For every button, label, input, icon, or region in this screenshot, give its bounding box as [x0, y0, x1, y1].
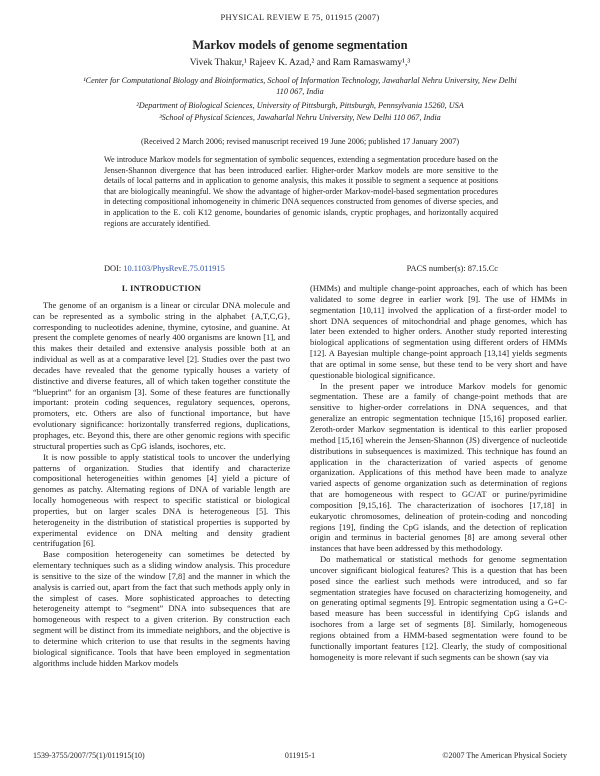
journal-header: PHYSICAL REVIEW E 75, 011915 (2007) — [220, 12, 380, 22]
author-list: Vivek Thakur,¹ Rajeev K. Azad,² and Ram Ramaswamy¹,³ — [189, 58, 411, 68]
paper-title: Markov models of genome segmentation — [192, 38, 408, 52]
pacs-numbers: PACS number(s): 87.15.Cc — [406, 264, 498, 273]
footer-copyright: ©2007 The American Physical Society — [442, 751, 567, 760]
paragraph: Do mathematical or statistical methods for genome segmentation uncover significant biological features? This is a question that has been posed since the earliest such methods were introduced, and so far segmentation strategies have focused on characterizing homogeneity, and on generating optimal segments [9]. Entropic segmentation using a G+C-based measure has been successful in identifying CpG islands and isochores from a large set of segments [8]. Similarly, homogeneous regions obtained from a HMM-based segmentation were found to be functionally important features [12]. Clearly, the study of compositional homogeneity is more relevant if such segments can be shown (say via — [310, 554, 567, 662]
paragraph: (HMMs) and multiple change-point approaches, each of which has been validated to some degree in earlier work [9]. The use of HMMs in segmentation [10,11] involved the application of a first-order model to short DNA sequences of mitochondrial and phage genomes, which has later been extended to higher orders. Another study reported interesting biological applications of segmentation using different orders of HMMs [12]. A Bayesian multiple change-point approach [13,14] yields segments that are optimal in some sense, but these tend to be very short and have questionable biological significance. — [310, 283, 567, 380]
section-heading: I. INTRODUCTION — [121, 283, 202, 293]
left-column — [33, 283, 290, 669]
doi-row — [104, 264, 498, 273]
affiliation-1: ¹Center for Computational Biology and Bioinformatics, School of Information Technology, Jawaharlal Nehru University, New Delhi 110 067, India — [83, 76, 517, 96]
footer-page-number: 011915-1 — [284, 751, 316, 760]
doi-link[interactable]: 10.1103/PhysRevE.75.011915 — [123, 264, 225, 273]
paragraph: Base composition heterogeneity can sometimes be detected by elementary techniques such as a sliding window analysis. This procedure is sensitive to the size of the window [7,8] and the manner in which the analysis is carried out, apart from the fact that such methods apply only in the simplest of cases. More sophisticated approaches to detecting heterogeneity attempt to “segment” DNA into subsequences that are homogeneous with respect to a given criterion. By construction each segment will be distinct from its immediate neighbors, and the objective is to determine which criterion to use that results in the segments having biological significance. Tools that have been employed in segmentation algorithms include hidden Markov models — [33, 549, 290, 668]
received-dates: (Received 2 March 2006; revised manuscript received 19 June 2006; published 17 January 2007) — [140, 137, 460, 146]
footer-issn: 1539-3755/2007/75(1)/011915(10) — [33, 751, 145, 760]
right-column — [310, 283, 567, 663]
paragraph: It is now possible to apply statistical tools to uncover the underlying patterns of organization. Studies that identify and characterize compositional heterogeneities within genomes [4] yield a picture of genomes as patchy. Alternating regions of DNA of variable length are locally homogeneous with respect to specific statistical or biological properties, but on larger scales DNA is heterogeneous [5]. This heterogeneity in the distribution of statistical properties is supported by experimental evidence on DNA melting and density gradient centrifugation [6]. — [33, 451, 290, 549]
affiliation-3: ³School of Physical Sciences, Jawaharlal Nehru University, New Delhi 110 067, India — [159, 113, 441, 122]
affiliation-2: ²Department of Biological Sciences, University of Pittsburgh, Pittsburgh, Pennsylvania 15260, USA — [136, 101, 464, 110]
paragraph: In the present paper we introduce Markov models for genomic segmentation. These are a family of change-point methods that are sensitive to higher-order correlations in DNA sequences, and that generalize an entropic segmentation technique [15,16] proposed earlier. Zeroth-order Markov segmentation is identical to this earlier proposed method [15,16] wherein the Jensen-Shannon (JS) divergence of nucleotide distributions in subsequences is maximized. This technique has found an application in the characterization of varied aspects of genome organization. Applications of this method have been made to analyze varied aspects of genome organization such as determination of regions that are homogeneous with respect to GC/AT or purine/pyrimidine composition [9,15,16]. The characterization of isochores [17,18] in eukaryotic chromosomes, delineation of protein-coding and noncoding regions [19], finding the CpG islands, and the detection of replication origin and terminus in bacterial genomes [8] are among several other instances that have been addressed by this methodology. — [310, 380, 567, 554]
doi-label: DOI: — [104, 264, 124, 273]
paragraph: The genome of an organism is a linear or circular DNA molecule and can be represented as a symbolic string in the alphabet {A,T,C,G}, corresponding to nucleotides adenine, thymine, cytosine, and guanine. At present the complete genomes of nearly 400 organisms are known [1], and this makes their detailed and extensive analysis possible both at an individual as well as at a comparative level [2]. Studies over the past two decades have revealed that the genome typically houses a variety of distinctive and diverse features, all of which taken together constitute the “blueprint” for an organism [3]. Some of these features are functionally important: protein coding sequences, regulatory sequences, operons, promoters, etc. Others are also of functional importance, but have evolutionary significance: horizontally transferred regions, duplications, prophages, etc. Beyond this, there are other genomic regions with specific structural properties such as CpG islands, isochores, etc. — [33, 299, 290, 451]
abstract: We introduce Markov models for segmentation of symbolic sequences, extending a segmentation procedure based on the Jensen-Shannon divergence that has been introduced earlier. Higher-order Markov models are more sensitive to the details of local patterns and in application to genome analysis, this makes it possible to segment a sequence at positions that are biologically meaningful. We show the advantage of higher-order Markov-model-based segmentation procedures in detecting compositional inhomogeneity in chimeric DNA sequences constructed from genomes of diverse species, and in application to the E. coli K12 genome, boundaries of genomic islands, cryptic prophages, and horizontally acquired regions are accurately identified. — [104, 155, 498, 228]
